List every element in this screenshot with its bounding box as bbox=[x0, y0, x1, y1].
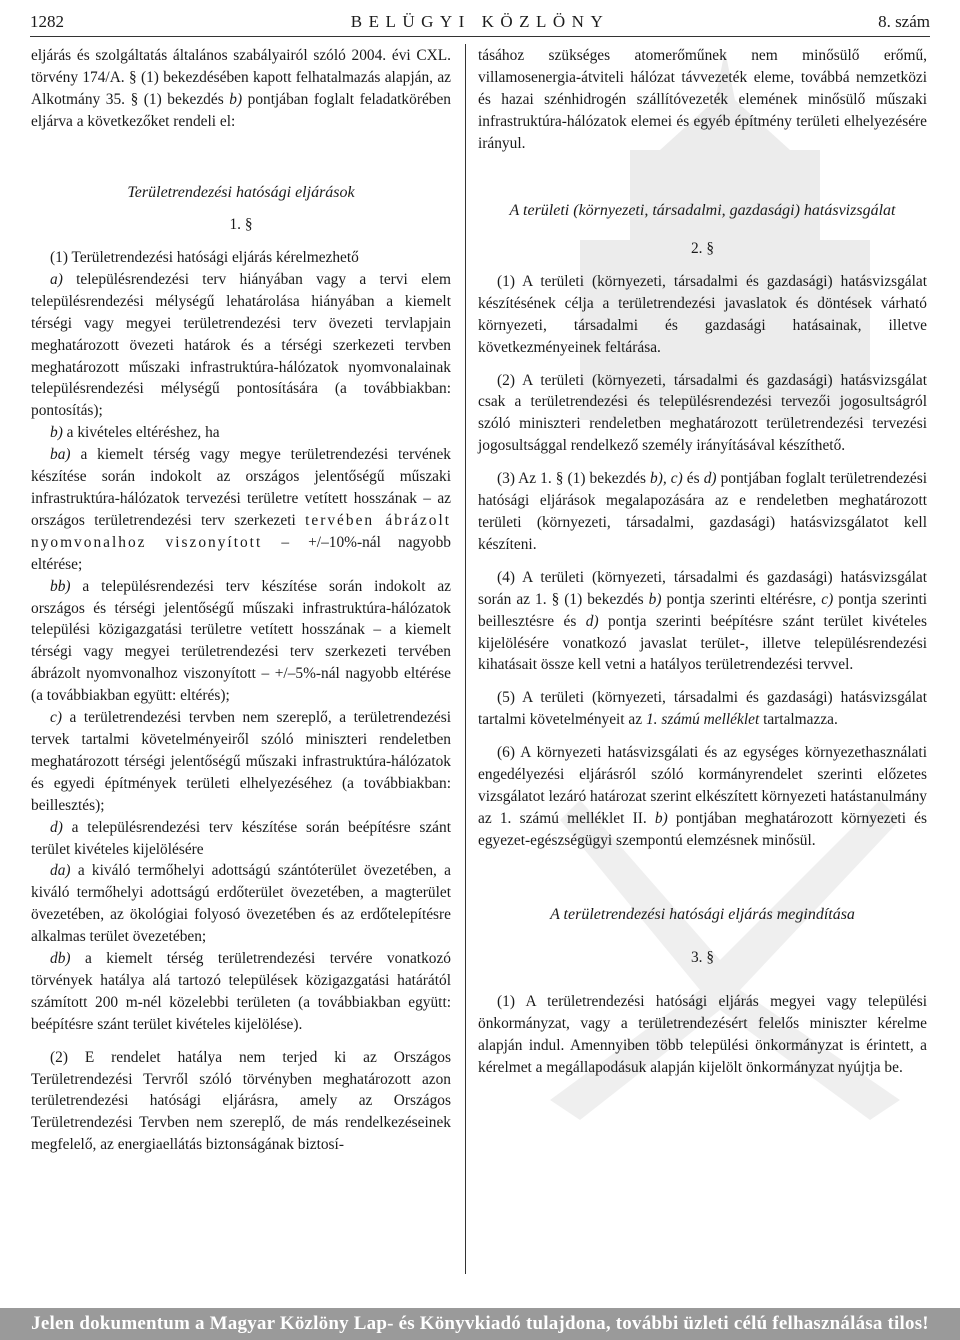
list-item: c) a területrendezési tervben nem szereplő, a területrendezési tervek tartalmi követelményeiről szóló miniszteri rendeletben meghatározott térségi jelentőségű műszaki infrastruktúra-hálózatok és egyedi építmények területi elhelyezéséhez (a továbbiakban: beillesztés); bbox=[31, 709, 451, 814]
issue-number: 8. szám bbox=[878, 12, 930, 31]
paragraph: (4) A területi (környezeti, társadalmi és gazdasági) hatásvizsgálat során az 1. § (1) bekezdés b) pontja szerinti eltérésre, c) pontja szerinti beillesztésre és d) pontja szerinti beépítésre szánt terület kivételes kijelölésére vonatkozó javaslat terület-, illetve településrendezési kihatásait össze kell vetni a hatályos területrendezési tervvel. bbox=[478, 568, 928, 674]
list-item: da) a kiváló termőhelyi adottságú szántóterület övezetében, a kiváló termőhelyi adottságú erdőterület övezetében, a magterület övezetében, az ökológiai folyosó övezetében és az erdőtelepítésre alkalmas terület övezetében; bbox=[31, 862, 451, 946]
list-item: ba) a kiemelt térség vagy megye területrendezési tervének készítése során indokolt az országos jelentőségű műszaki infrastruktúra-hálózatok tervezési területre vetített hosszának – az országos területrendezési terv szerkezeti tervében ábrázolt nyomvonalhoz viszonyított – +/–10%-nál nagyobb eltérése; bbox=[31, 446, 452, 573]
right-column bbox=[478, 45, 927, 1079]
paragraph: (3) Az 1. § (1) bekezdés b), c) és d) pontjában foglalt területrendezési hatósági eljárások megalapozására az e rendeletben meghatározott területi (környezeti, társadalmi, gazdasági) hatásvizsgálatot kell készíteni. bbox=[478, 470, 927, 553]
section-heading: A területi (környezeti, társadalmi, gazdasági) hatásvizsgálat bbox=[509, 201, 896, 219]
copyright-footer: Jelen dokumentum a Magyar Közlöny Lap- és Könyvkiadó tulajdona, további üzleti célú felhasználása tilos! bbox=[0, 1308, 960, 1340]
section-number: 1. § bbox=[229, 216, 253, 234]
list-item: db) a kiemelt térség területrendezési tervére vonatkozó törvények hatálya alá tartozó települések közigazgatási határától számított 200 m-nél közelebbi területen (a továbbiakban együtt: beépítésre szánt terület kivételes kijelölése). bbox=[31, 950, 451, 1033]
page-number: 1282 bbox=[30, 12, 64, 31]
paragraph: tásához szükséges atomerőműnek nem minősülő erőmű, villamosenergia-átviteli hálózat távvezeték eleme, továbbá nemzetközi és hazai szénhidrogén szállítóvezeték elemének minősülő műszaki infrastruktúra-hálózatok elemei és egyéb építmény területi elhelyezésére irányul. bbox=[478, 47, 927, 152]
left-column bbox=[31, 45, 451, 1156]
section-heading: Területrendezési hatósági eljárások bbox=[127, 183, 355, 201]
paragraph: (6) A környezeti hatásvizsgálati és az egységes környezethasználati engedélyezési eljárásról szóló kormányrendelet szerinti előzetes vizsgálatot lezáró határozat szerint elkészített környezeti hatástanulmány az 1. számú melléklet II. b) pontjában meghatározott környezeti és egyezet-egészségügyi szempontú elemzésnek minősül. bbox=[478, 744, 928, 849]
list-item: d) a településrendezési terv készítése során beépítésre szánt terület kivételes kijelölésére bbox=[31, 818, 451, 858]
list-item: b) a kivételes eltéréshez, ha bbox=[50, 424, 220, 442]
section-heading: A területrendezési hatósági eljárás megindítása bbox=[550, 905, 855, 923]
column-divider bbox=[465, 44, 466, 1274]
journal-title: BELÜGYI KÖZLÖNY bbox=[350, 12, 610, 31]
section-number: 3. § bbox=[690, 949, 715, 967]
paragraph: (2) E rendelet hatálya nem terjed ki az Országos Területrendezési Tervről szóló törvényben meghatározott azon területrendezési hatósági eljárásra, amely az Országos Területrendezési Tervben nem szereplő, de más rendelkezéseinek megfelelő, az energiaellátás biztonságának biztosí- bbox=[31, 1048, 451, 1154]
paragraph: (1) A területrendezési hatósági eljárás megyei vagy települési önkormányzat, vagy a területrendezésért felelős miniszter kérelme alapján indul. Amennyiben több települési önkormányzat is érintett, a kérelmet a megállapodásuk alapján kijelölt önkormányzat nyújtja be. bbox=[478, 993, 927, 1076]
paragraph: (2) A területi (környezeti, társadalmi és gazdasági) hatásvizsgálat csak a területrendezési és településrendezési tervezői jogosultságról szóló miniszteri rendeletben meghatározott területrendezési tervezési jogosultsággal rendelkező személy irányításával készíthető. bbox=[478, 371, 927, 455]
list-item: bb) a településrendezési terv készítése során indokolt az országos és térségi jelentőségű műszaki infrastruktúra-hálózatok települési közigazgatási területre vetített hosszának – a kiemelt térségi vagy megyei területrendezési terv szerkezeti tervében ábrázolt nyomvonalhoz viszonyított – +/–5%-nál nagyobb eltérése (a továbbiakban együtt: eltérés); bbox=[31, 577, 451, 705]
page-header bbox=[30, 10, 930, 36]
paragraph: (5) A területi (környezeti, társadalmi és gazdasági) hatásvizsgálat tartalmi követelményeit az 1. számú melléklet tartalmazza. bbox=[478, 689, 927, 729]
section-number: 2. § bbox=[690, 240, 715, 258]
paragraph: (1) Területrendezési hatósági eljárás kérelmezhető bbox=[50, 249, 359, 267]
paragraph: (1) A területi (környezeti, társadalmi és gazdasági) hatásvizsgálat készítésének célja a területrendezési javaslatok és döntések várható környezeti, társadalmi és gazdasági hatásainak, illetve következményeinek feltárása. bbox=[478, 272, 927, 356]
header-divider bbox=[30, 36, 930, 37]
intro-paragraph: eljárás és szolgáltatás általános szabályairól szóló 2004. évi CXL. törvény 174/A. § (1) bekezdésében kapott felhatalmazás alapján, az Alkotmány 35. § (1) bekezdés b) pontjában foglalt feladatkörében eljárva a következőket rendeli el: bbox=[31, 47, 452, 130]
list-item: a) településrendezési terv hiányában vagy a tervi elem településrendezési mélységű lehatárolása hiányában a kiemelt térségi vagy megyei területrendezési terv övezeti tervlapjain meghatározott övezeti határok és a térségi szerkezeti tervben meghatározott műszaki infrastruktúra-hálózatok nyomvonalainak településrendezési mélységű pontosítására (a továbbiakban: pontosítás); bbox=[31, 270, 451, 420]
